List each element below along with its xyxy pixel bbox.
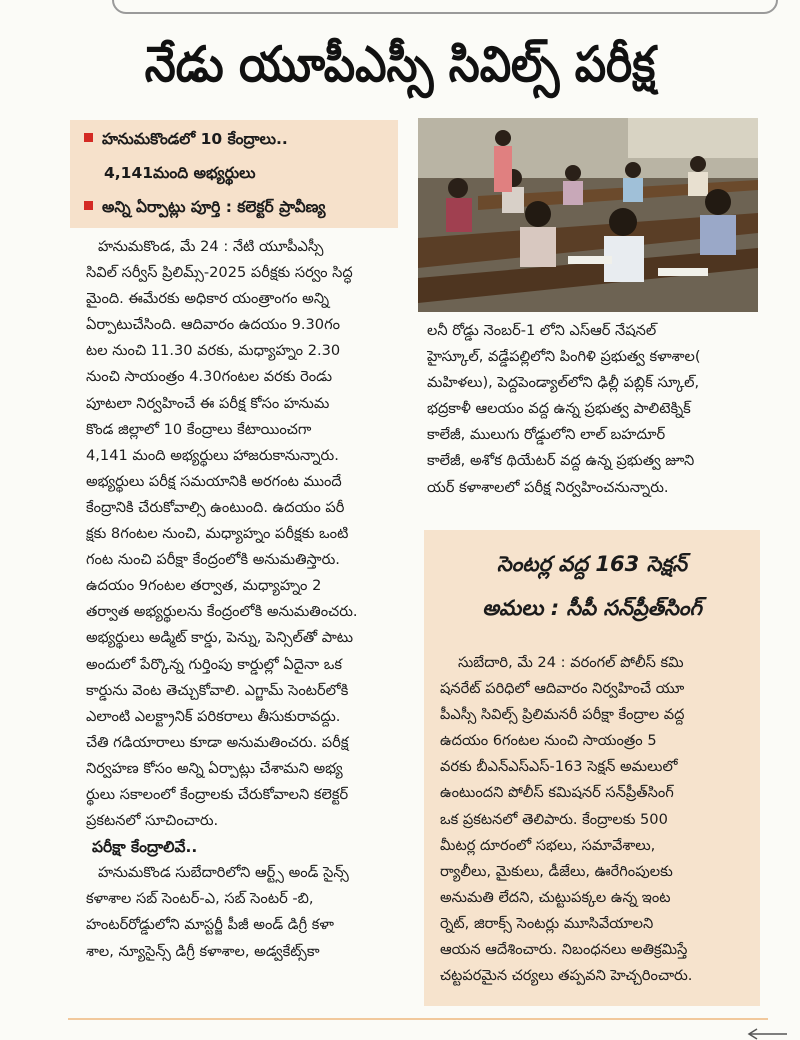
article-line: టల నుంచి 11.30 వరకు, మధ్యాహ్నం 2.30 [86,342,341,360]
highlight-item [84,130,288,152]
sidebar-line: అనుమతి లేదని, చుట్టుపక్కల ఉన్న ఇంట [440,888,671,906]
sidebar-line: ఉంటుందని పోలీస్ కమిషనర్ సన్‌ప్రీత్‌సింగ్ [440,784,674,802]
article-line: 4,141 మంది అభ్యర్థులు హాజరుకానున్నారు. [86,446,339,464]
sidebar-line: ర్యాలీలు, మైకులు, డీజేలు, ఊరేగింపులకు [440,862,673,880]
article-line: యర్ కళాశాలలో పరీక్ష నిర్వహించనున్నారు. [427,478,669,496]
article-line: గంట నుంచి పరీక్షా కేంద్రంలోకి అనుమతిస్తారు. [86,551,340,569]
subheading-exam-centers: పరీక్షా కేంద్రాలివే.. [92,838,198,857]
article-line: కార్డును వెంట తెచ్చుకోవాలి. ఎగ్జామ్ సెంటర్‌లోకి [86,681,349,699]
headline: నేడు యూపీఎస్సీ సివిల్స్ పరీక్ష [144,36,656,93]
sidebar-line: పీఎస్సీ సివిల్స్ ప్రిలిమనరీ పరీక్షా కేంద్రాల వద్ద [440,706,685,724]
sidebar-title-line1: సెంటర్ల వద్ద 163 సెక్షన్ [496,552,688,576]
article-line: హనుమకొండ సుబేదారిలోని ఆర్ట్స్ అండ్ సైన్స్ [98,864,349,882]
article-line: తర్వాత అభ్యర్థులను కేంద్రంలోకి అనుమతించరు. [86,603,358,621]
highlight-item [104,164,256,186]
article-line: అభ్యర్థులు పరీక్ష సమయానికి అరగంట ముందే [86,472,342,490]
article-line: కాలేజీ, ములుగు రోడ్డులోని లాల్ బహదూర్ [427,426,666,444]
article-line: హైస్కూల్, వడ్డేపల్లిలోని పింగిళి ప్రభుత్వ కళాశాల( [427,348,701,366]
article-line: భద్రకాళీ ఆలయం వద్ద ఉన్న ప్రభుత్వ పాలిటెక్నిక్ [427,400,691,418]
article-line: ఎలాంటి ఎలక్ట్రానిక్ పరికరాలు తీసుకురావద్దు. [86,707,341,725]
article-line: చేతి గడియారాలు కూడా అనుమతించరు. పరీక్ష [86,733,349,751]
article-line: నుంచి సాయంత్రం 4.30గంటల వరకు రెండు [86,368,333,386]
sidebar-line: షనరేట్ పరిధిలో ఆదివారం నిర్వహించే యూ [440,680,685,698]
article-left-column [86,234,402,965]
top-frame-border [112,0,778,14]
bullet-square-icon [84,201,93,210]
article-line: లనీ రోడ్డు నెంబర్-1 లోని ఎస్ఆర్ నేషనల్ [427,322,657,339]
highlight-box [70,120,398,228]
bullet-square-icon [84,133,93,142]
exam-hall-illustration [418,118,758,312]
back-arrow-icon[interactable] [745,1028,789,1040]
article-line: అందులో పేర్కొన్న గుర్తింపు కార్డుల్లో ఏదైనా ఒక [86,655,343,673]
sidebar-body [440,650,744,989]
article-line: కళాశాల సబ్ సెంటర్-ఎ, సబ్ సెంటర్ -బి, [86,890,314,908]
sidebar-line: ఆయన ఆదేశించారు. నిబంధనలు అతిక్రమిస్తే [440,941,688,959]
highlight-item [84,198,326,220]
article-line: ఏర్పాటుచేసింది. ఆదివారం ఉదయం 9.30గం [86,316,340,334]
sidebar-line: చట్టపరమైన చర్యలు తప్పవని హెచ్చరించారు. [440,967,693,985]
article-line: శాల, న్యూసైన్స్ డిగ్రీ కళాశాల, అడ్వకేట్స్‌కా [86,942,320,960]
article-line: ర్థులు సకాలంలో కేంద్రాలకు చేరుకోవాలని కలెక్టర్ [86,785,349,803]
article-line: కాలేజీ, అశోక థియేటర్ వద్ద ఉన్న ప్రభుత్వ జూని [427,452,695,470]
highlight-text: 4,141మంది అభ్యర్థులు [104,164,256,182]
sidebar-line: ఉదయం 6గంటల నుంచి సాయంత్రం 5 [440,732,657,750]
article-line: సివిల్ సర్వీస్ ప్రిలిమ్స్-2025 పరీక్షకు సర్వం సిద్ధ [86,264,353,282]
article-line: హనుమకొండ, మే 24 : నేటి యూపీఎస్సీ [98,238,324,255]
article-line: కేంద్రానికి చేరుకోవాల్సి ఉంటుంది. ఉదయం పరీ [86,498,345,516]
article-line: ప్రకటనలో సూచించారు. [86,812,219,830]
article-line: మైంది. ఈమేరకు అధికార యంత్రాంగం అన్ని [86,290,330,308]
article-line: హంటర్‌రోడ్డులోని మాస్టర్జీ పీజీ అండ్ డిగ్రీ కళా [86,916,334,934]
exam-hall-photo [418,118,758,312]
article-line: పూటలా నిర్వహించే ఈ పరీక్ష కోసం హనుమ [86,394,330,412]
article-line: క్షకు 8గంటల నుంచి, మధ్యాహ్నం పరీక్షకు ఒంటి [86,525,349,543]
article-line: అభ్యర్థులు అడ్మిట్ కార్డు, పెన్ను, పెన్సిల్‌తో పాటు [86,629,354,647]
sidebar-line: మీటర్ల దూరంలో సభలు, సమావేశాలు, [440,836,656,854]
bottom-divider [68,1018,768,1020]
sidebar-line: ర్నెట్, జిరాక్స్ సెంటర్లు మూసివేయాలని [440,914,654,932]
sidebar-line: సుబేదారి, మే 24 : వరంగల్ పోలీస్ కమి [458,654,684,671]
article-line: కొండ జిల్లాలో 10 కేంద్రాలు కేటాయించగా [86,420,312,438]
article-line: ఉదయం 9గంటల తర్వాత, మధ్యాహ్నం 2 [86,577,322,595]
article-right-column [427,318,755,501]
highlight-text: అన్ని ఏర్పాట్లు పూర్తి : కలెక్టర్ ప్రావీణ్య [102,198,326,216]
article-line: మహిళలు), పెద్దపెండ్యాల్‌లోని ఢిల్లీ పబ్లిక్ స్కూల్, [427,374,700,392]
sidebar-title-line2: అమలు : సీపీ సన్‌ప్రీత్‌సింగ్ [482,596,702,620]
highlight-text: హనుమకొండలో 10 కేంద్రాలు.. [102,130,288,148]
article-line: నిర్వహణ కోసం అన్ని ఏర్పాట్లు చేశామని అభ్య [86,759,343,777]
sidebar-line: ఒక ప్రకటనలో తెలిపారు. కేంద్రాలకు 500 [440,810,668,828]
sidebar-line: వరకు బీఎన్ఎస్ఎస్-163 సెక్షన్ అమలులో [440,758,678,776]
